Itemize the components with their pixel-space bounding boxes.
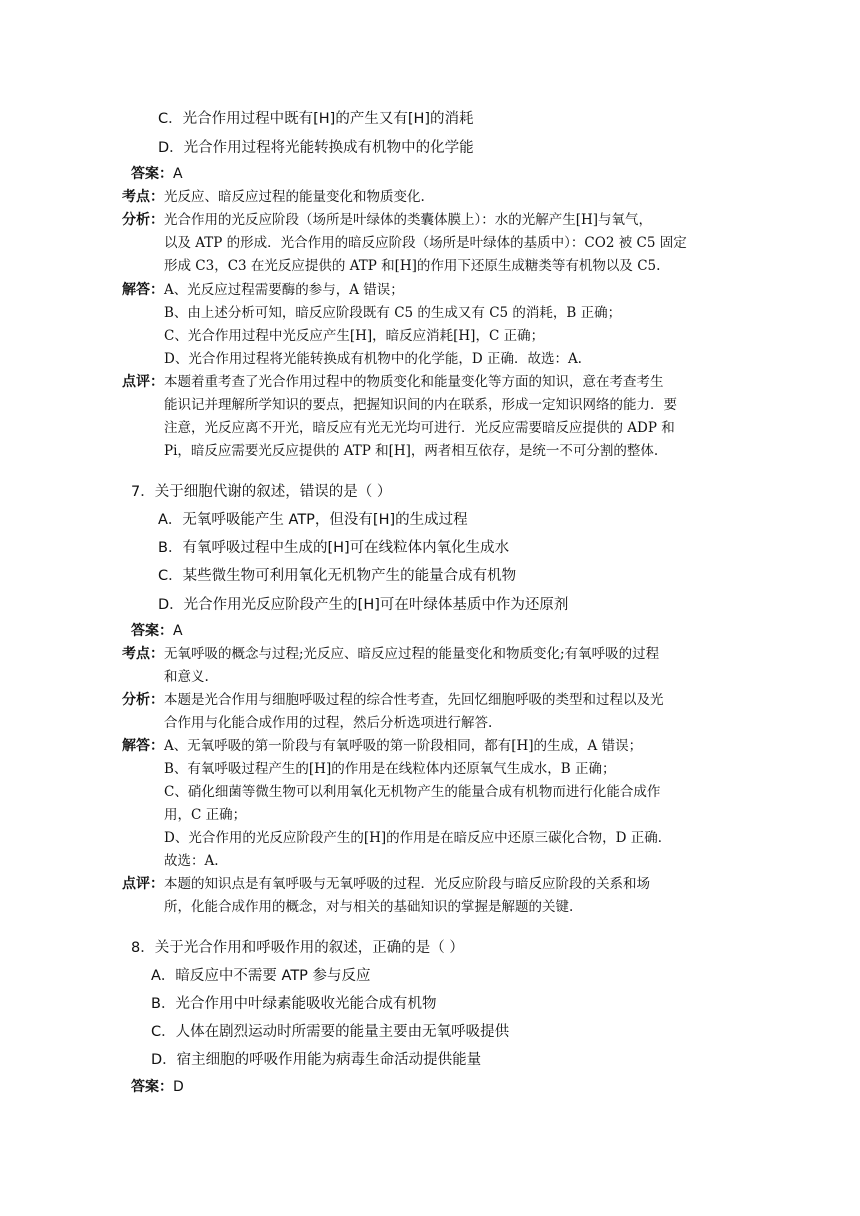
dianping-text: 所，化能合成作用的概念，对与相关的基础知识的掌握是解题的关键. bbox=[164, 899, 574, 915]
jieda-text: B、由上述分析可知，暗反应阶段既有 C5 的生成又有 C5 的消耗，B 正确； bbox=[164, 305, 622, 321]
question-7-stem: 7．关于细胞代谢的叙述，错误的是（ ） bbox=[131, 484, 392, 500]
dianping-line bbox=[122, 373, 664, 391]
q7-dianping-line bbox=[122, 875, 650, 893]
q7-option-d: D．光合作用光反应阶段产生的[H]可在叶绿体基质中作为还原剂 bbox=[158, 597, 569, 613]
jieda-label: 解答： bbox=[122, 282, 164, 298]
q8-answer-line bbox=[131, 1078, 184, 1096]
q7-fenxi-line bbox=[122, 691, 664, 709]
dianping-text: 能识记并理解所学知识的要点，把握知识间的内在联系，形成一定知识网络的能力．要 bbox=[164, 397, 677, 413]
fenxi-line bbox=[122, 211, 652, 229]
answer-value: D bbox=[173, 1079, 184, 1095]
q7-option-a: A．无氧呼吸能产生 ATP，但没有[H]的生成过程 bbox=[158, 512, 468, 528]
answer-label: 答案： bbox=[131, 623, 173, 639]
jieda-text: D、光合作用的光反应阶段产生的[H]的作用是在暗反应中还原三碳化合物，D 正确． bbox=[164, 830, 672, 846]
answer-value: A bbox=[173, 166, 183, 182]
option-c: C．光合作用过程中既有[H]的产生又有[H]的消耗 bbox=[158, 111, 474, 127]
kaodian-label: 考点： bbox=[122, 646, 164, 662]
fenxi-label: 分析： bbox=[122, 212, 164, 228]
jieda-text: D、光合作用过程将光能转换成有机物中的化学能，D 正确．故选：A. bbox=[164, 351, 582, 367]
dianping-text: 本题的知识点是有氧呼吸与无氧呼吸的过程．光反应阶段与暗反应阶段的关系和场 bbox=[164, 876, 650, 892]
option-d: D．光合作用过程将光能转换成有机物中的化学能 bbox=[158, 140, 474, 156]
answer-line bbox=[131, 165, 183, 183]
kaodian-text: 和意义. bbox=[164, 669, 209, 685]
fenxi-text: 光合作用的光反应阶段（场所是叶绿体的类囊体膜上）：水的光解产生[H]与氧气， bbox=[164, 212, 653, 228]
q7-option-c: C．某些微生物可利用氧化无机物产生的能量合成有机物 bbox=[158, 568, 517, 584]
fenxi-label: 分析： bbox=[122, 692, 164, 708]
answer-value: A bbox=[173, 623, 183, 639]
jieda-line bbox=[122, 281, 404, 299]
fenxi-text: 形成 C3，C3 在光反应提供的 ATP 和[H]的作用下还原生成糖类等有机物以及 C5. bbox=[164, 258, 661, 274]
dianping-text: 本题着重考查了光合作用过程中的物质变化和能量变化等方面的知识，意在考查考生 bbox=[164, 374, 664, 390]
dianping-label: 点评： bbox=[122, 876, 164, 892]
jieda-text: 用，C 正确； bbox=[164, 807, 247, 823]
jieda-text: C、硝化细菌等微生物可以利用氧化无机物产生的能量合成有机物而进行化能合成作 bbox=[164, 784, 661, 800]
question-8-stem: 8．关于光合作用和呼吸作用的叙述，正确的是（ ） bbox=[131, 940, 464, 956]
fenxi-text: 合作用与化能合成作用的过程，然后分析选项进行解答. bbox=[164, 715, 493, 731]
kaodian-label: 考点： bbox=[122, 189, 164, 205]
jieda-text: A、无氧呼吸的第一阶段与有氧呼吸的第一阶段相同，都有[H]的生成，A 错误； bbox=[164, 738, 643, 754]
jieda-label: 解答： bbox=[122, 738, 164, 754]
q8-option-b: B．光合作用中叶绿素能吸收光能合成有机物 bbox=[151, 996, 437, 1012]
kaodian-line bbox=[122, 188, 425, 206]
kaodian-text: 光反应、暗反应过程的能量变化和物质变化. bbox=[164, 189, 425, 205]
dianping-text: 注意，光反应离不开光，暗反应有光无光均可进行．光反应需要暗反应提供的 ADP 和 bbox=[164, 420, 675, 436]
jieda-text: C、光合作用过程中光反应产生[H]，暗反应消耗[H]，C 正确； bbox=[164, 328, 545, 344]
q7-answer-line bbox=[131, 622, 183, 640]
answer-label: 答案： bbox=[131, 166, 173, 182]
q8-option-c: C．人体在剧烈运动时所需要的能量主要由无氧呼吸提供 bbox=[151, 1024, 510, 1040]
q7-kaodian-line bbox=[122, 645, 659, 663]
fenxi-text: 本题是光合作用与细胞呼吸过程的综合性考查，先回忆细胞呼吸的类型和过程以及光 bbox=[164, 692, 664, 708]
fenxi-text: 以及 ATP 的形成．光合作用的暗反应阶段（场所是叶绿体的基质中）：CO2 被 C5 固定 bbox=[164, 235, 687, 251]
jieda-text: B、有氧呼吸过程产生的[H]的作用是在线粒体内还原氧气生成水，B 正确； bbox=[164, 761, 616, 777]
jieda-text: 故选：A. bbox=[164, 853, 219, 869]
kaodian-text: 无氧呼吸的概念与过程;光反应、暗反应过程的能量变化和物质变化;有氧呼吸的过程 bbox=[164, 646, 660, 662]
dianping-label: 点评： bbox=[122, 374, 164, 390]
jieda-text: A、光反应过程需要酶的参与，A 错误； bbox=[164, 282, 404, 298]
q7-option-b: B．有氧呼吸过程中生成的[H]可在线粒体内氧化生成水 bbox=[158, 540, 510, 556]
q7-jieda-line bbox=[122, 737, 642, 755]
answer-label: 答案： bbox=[131, 1079, 173, 1095]
dianping-text: Pi，暗反应需要光反应提供的 ATP 和[H]，两者相互依存，是统一不可分割的整体. bbox=[164, 443, 659, 459]
q8-option-a: A．暗反应中不需要 ATP 参与反应 bbox=[151, 968, 371, 984]
q8-option-d: D．宿主细胞的呼吸作用能为病毒生命活动提供能量 bbox=[151, 1052, 482, 1068]
